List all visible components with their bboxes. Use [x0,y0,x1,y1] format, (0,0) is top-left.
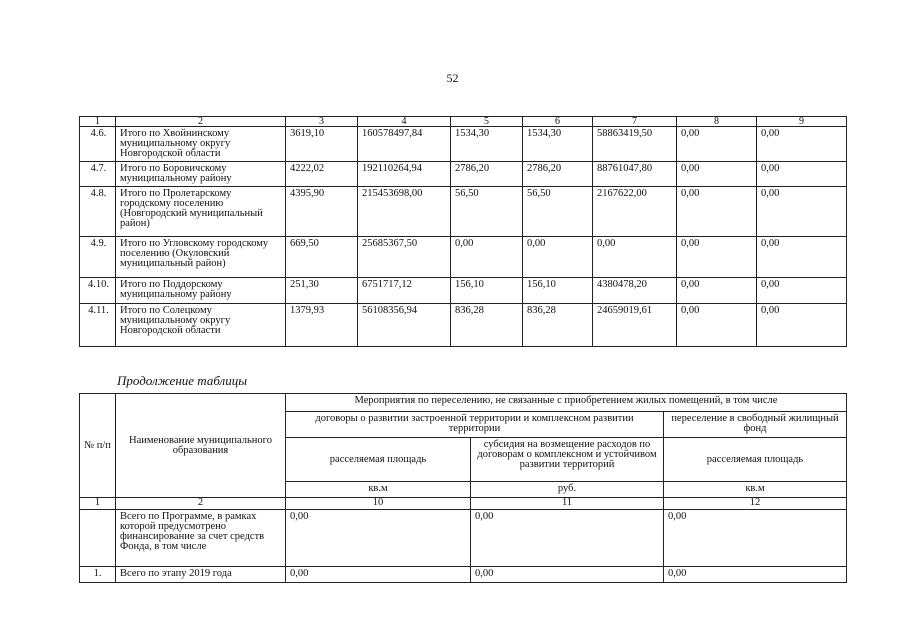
cell: 2786,20 [523,162,593,187]
row-number [80,510,116,567]
cell: 0,00 [677,162,757,187]
municipality-name: Итого по Солецкому муниципальному округу Новгородской области [116,304,286,347]
free-housing-header: переселение в свободный жилищный фонд [664,412,847,438]
col-1-header: 1 [80,117,116,127]
territory-development-header: договоры о развитии застроенной территории и комплексном развитии территории [286,412,664,438]
municipality-name: Всего по Программе, в рамках которой предусмотрено финансирование за счет средств Фонда, в том числе [116,510,286,567]
cell: 836,28 [523,304,593,347]
cell: 6751717,12 [358,278,451,304]
col-5-header: 5 [451,117,523,127]
col-1-header: 1 [80,498,116,510]
municipality-name: Всего по этапу 2019 года [116,567,286,583]
cell: 215453698,00 [358,187,451,237]
cell: 88761047,80 [593,162,677,187]
table-row [80,304,847,347]
cell: 192110264,94 [358,162,451,187]
housing-table [79,116,847,347]
row-number: 4.9. [80,237,116,278]
page-number: 52 [446,71,459,85]
cell: 0,00 [757,304,847,347]
cell: 0,00 [757,187,847,237]
cell: 0,00 [593,237,677,278]
cell: 0,00 [523,237,593,278]
cell: 0,00 [286,567,471,583]
row-number-header: № п/п [80,394,116,498]
cell: 0,00 [757,127,847,162]
cell: 1534,30 [523,127,593,162]
municipality-name: Итого по Хвойнинскому муниципальному округу Новгородской области [116,127,286,162]
table-row [80,510,847,567]
cell: 0,00 [471,567,664,583]
cell: 25685367,50 [358,237,451,278]
table-row [80,187,847,237]
col-11-header: 11 [471,498,664,510]
row-number: 4.8. [80,187,116,237]
col-2-header: 2 [116,498,286,510]
cell: 56,50 [523,187,593,237]
cell: 0,00 [471,510,664,567]
table-row [80,567,847,583]
cell: 3619,10 [286,127,358,162]
municipality-name: Итого по Угловскому городскому поселению (Окуловский муниципальный район) [116,237,286,278]
col-2-header: 2 [116,117,286,127]
col-3-header: 3 [286,117,358,127]
cell: 56108356,94 [358,304,451,347]
row-number: 1. [80,567,116,583]
unit-12: кв.м [664,482,847,498]
cell: 4380478,20 [593,278,677,304]
row-number: 4.6. [80,127,116,162]
col-12-header: 12 [664,498,847,510]
cell: 156,10 [451,278,523,304]
row-number: 4.11. [80,304,116,347]
municipality-name-header: Наименование муниципального образования [116,394,286,498]
resettlement-table [79,393,847,583]
row-number: 4.7. [80,162,116,187]
cell: 24659019,61 [593,304,677,347]
table-row [80,278,847,304]
cell: 58863419,50 [593,127,677,162]
col-4-header: 4 [358,117,451,127]
cell: 4395,90 [286,187,358,237]
col-9-header: 9 [757,117,847,127]
col-6-header: 6 [523,117,593,127]
table-row [80,162,847,187]
area-header-12: расселяемая площадь [664,438,847,482]
header-row [80,394,847,412]
row-number: 4.10. [80,278,116,304]
cell: 2786,20 [451,162,523,187]
col-8-header: 8 [677,117,757,127]
resettlement-measures-header: Мероприятия по переселению, не связанные с приобретением жилых помещений, в том числе [286,394,847,412]
table-row [80,127,847,162]
cell: 0,00 [677,127,757,162]
table-continuation-caption: Продолжение таблицы [117,373,248,388]
subsidy-header: субсидия на возмещение расходов по договорам о комплексном и устойчивом развитии территорий [471,438,664,482]
municipality-name: Итого по Пролетарскому городскому поселению (Новгородский муниципальный район) [116,187,286,237]
cell: 0,00 [664,567,847,583]
cell: 669,50 [286,237,358,278]
cell: 0,00 [757,162,847,187]
cell: 156,10 [523,278,593,304]
cell: 0,00 [451,237,523,278]
col-10-header: 10 [286,498,471,510]
cell: 1534,30 [451,127,523,162]
municipality-name: Итого по Боровичскому муниципальному району [116,162,286,187]
cell: 56,50 [451,187,523,237]
table-row [80,237,847,278]
unit-11: руб. [471,482,664,498]
cell: 2167622,00 [593,187,677,237]
cell: 0,00 [677,304,757,347]
cell: 1379,93 [286,304,358,347]
unit-10: кв.м [286,482,471,498]
cell: 0,00 [677,187,757,237]
area-header-10: расселяемая площадь [286,438,471,482]
col-7-header: 7 [593,117,677,127]
cell: 0,00 [757,278,847,304]
cell: 0,00 [664,510,847,567]
cell: 251,30 [286,278,358,304]
column-number-row [80,498,847,510]
cell: 0,00 [677,237,757,278]
cell: 836,28 [451,304,523,347]
cell: 0,00 [757,237,847,278]
cell: 160578497,84 [358,127,451,162]
column-number-row [80,117,847,127]
cell: 0,00 [286,510,471,567]
municipality-name: Итого по Поддорскому муниципальному району [116,278,286,304]
cell: 4222,02 [286,162,358,187]
cell: 0,00 [677,278,757,304]
